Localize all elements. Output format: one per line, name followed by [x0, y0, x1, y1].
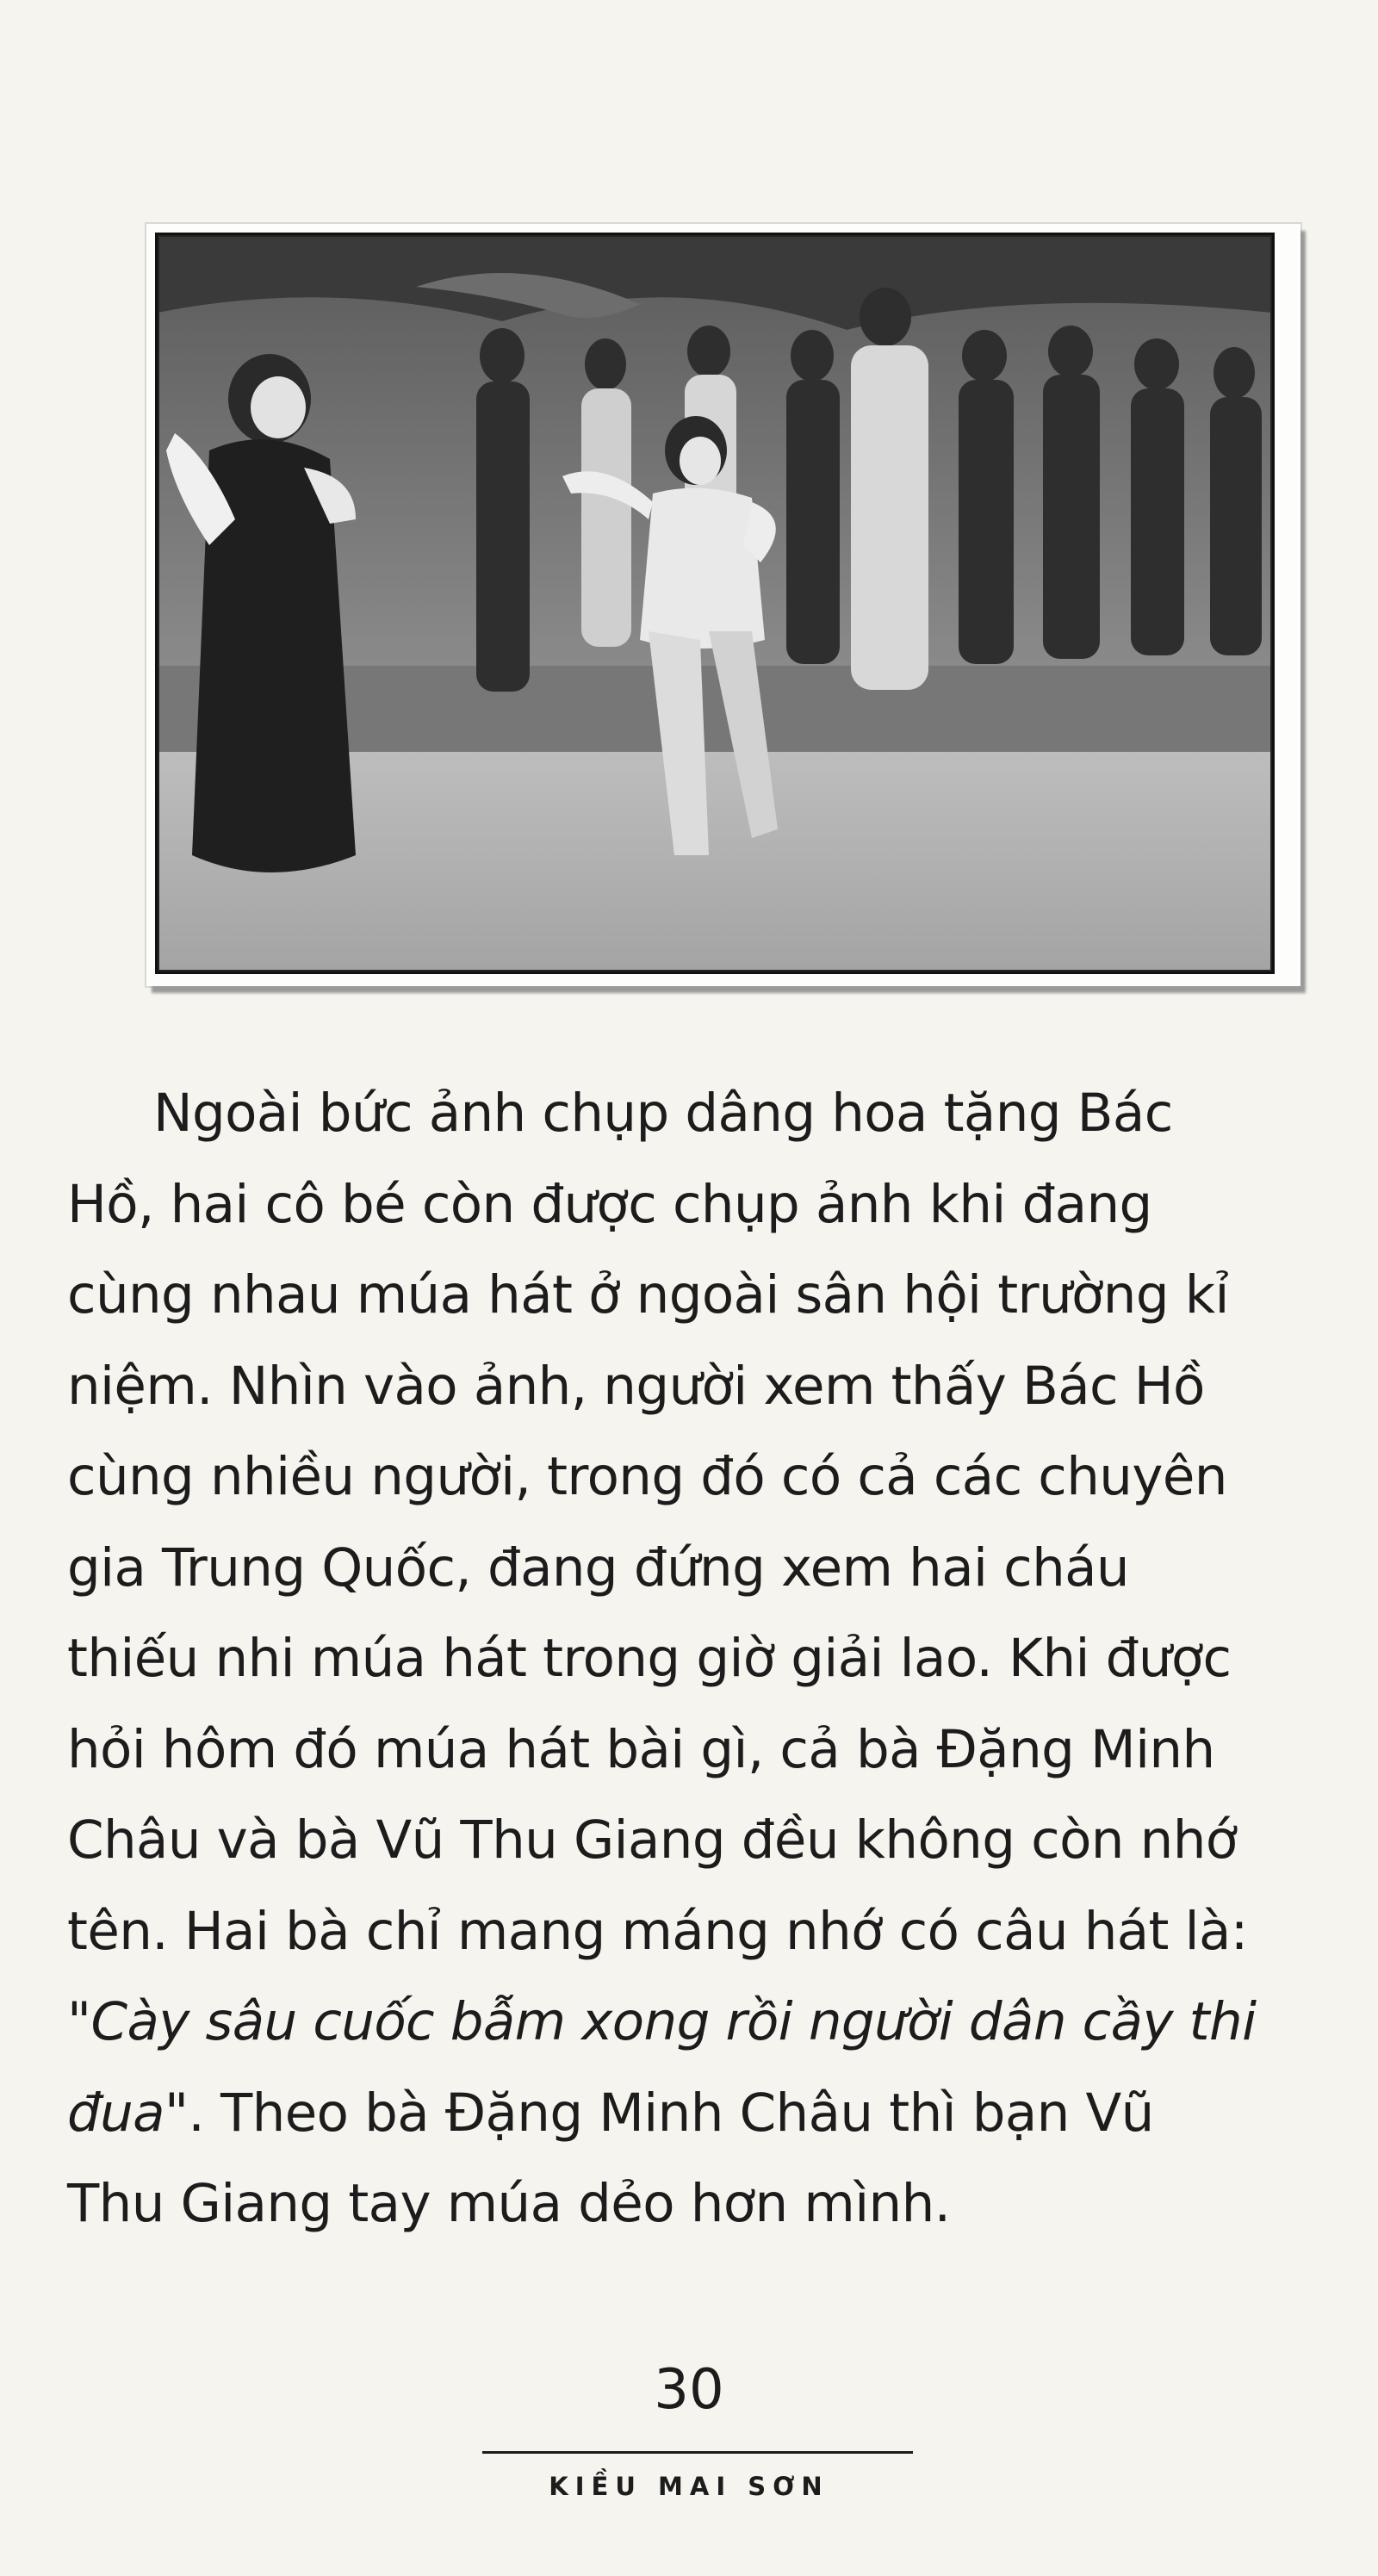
body-line: tên. Hai bà chỉ mang máng nhớ có câu hát là: — [67, 1900, 1248, 1962]
photo-dancing-children — [155, 233, 1275, 974]
footer-divider — [482, 2451, 913, 2454]
body-text — [67, 1068, 1359, 2250]
quote-end: đua" — [67, 2082, 189, 2144]
page-number: 30 — [654, 2358, 724, 2422]
body-line: gia Trung Quốc, đang đứng xem hai cháu — [67, 1536, 1129, 1598]
body-line: cùng nhiều người, trong đó có cả các chuyên — [67, 1446, 1227, 1507]
photo-frame — [146, 224, 1300, 986]
photo-illustration — [158, 235, 1272, 971]
body-line: niệm. Nhìn vào ảnh, người xem thấy Bác Hồ — [67, 1355, 1205, 1417]
author-name: KIỀU MAI SƠN — [549, 2472, 829, 2501]
body-line-quote: "Cày sâu cuốc bẫm xong rồi người dân cầy thi — [67, 1991, 1257, 2052]
body-line: thiếu nhi múa hát trong giờ giải lao. Khi được — [67, 1628, 1232, 1689]
body-line: cùng nhau múa hát ở ngoài sân hội trường kỉ — [67, 1264, 1229, 1325]
body-line — [67, 2068, 1359, 2159]
body-line: hỏi hôm đó múa hát bài gì, cả bà Đặng Minh — [67, 1718, 1215, 1780]
body-line: Châu và bà Vũ Thu Giang đều không còn nhớ — [67, 1809, 1238, 1871]
body-line-rest: . Theo bà Đặng Minh Châu thì bạn Vũ — [188, 2082, 1154, 2144]
body-line: Ngoài bức ảnh chụp dâng hoa tặng Bác — [153, 1083, 1173, 1144]
body-line: Thu Giang tay múa dẻo hơn mình. — [67, 2173, 951, 2234]
body-line: Hồ, hai cô bé còn được chụp ảnh khi đang — [67, 1173, 1152, 1235]
